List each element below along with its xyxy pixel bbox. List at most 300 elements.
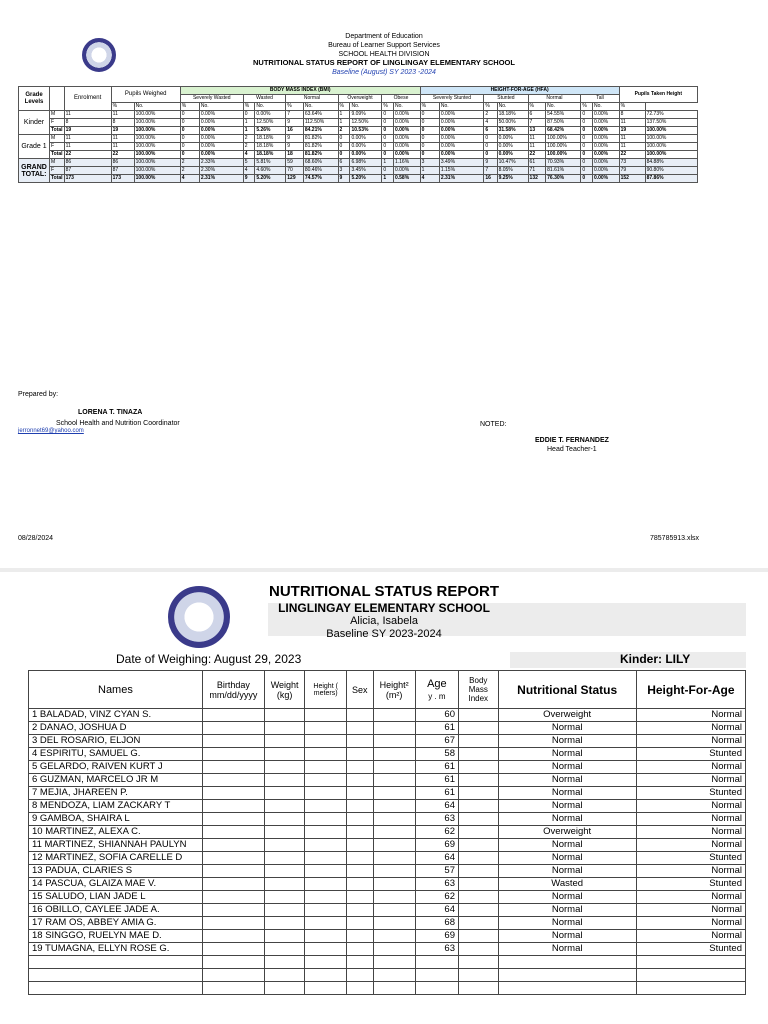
noter-name: EDDIE T. FERNANDEZ [535, 437, 609, 444]
sex-cell: M [50, 159, 65, 167]
cell: 173 [64, 175, 111, 183]
grand-total-row [19, 175, 698, 183]
cell: 0 [420, 135, 439, 143]
cell: 18.18% [497, 111, 528, 119]
empty-cell [373, 748, 415, 761]
cell: 1.16% [393, 159, 420, 167]
cell: 4 [420, 175, 439, 183]
cell: 11 [111, 111, 134, 119]
student-row [29, 800, 746, 813]
student-age: 63 [415, 878, 458, 891]
empty-cell [202, 839, 264, 852]
empty-cell [347, 930, 373, 943]
empty-cell [373, 904, 415, 917]
cell: 11 [64, 135, 111, 143]
cell: 9 [286, 135, 304, 143]
empty-cell [373, 839, 415, 852]
cell: 0 [180, 143, 199, 151]
cell: 3.45% [350, 167, 382, 175]
student-status: Normal [498, 722, 636, 735]
empty-cell [202, 943, 264, 956]
empty-cell [373, 878, 415, 891]
cell: 0.00% [592, 151, 619, 159]
cell: 4 [243, 151, 255, 159]
empty-cell [202, 735, 264, 748]
cell: 84.88% [645, 159, 697, 167]
noter-role: Head Teacher-1 [547, 446, 597, 453]
cell: 100.00% [134, 135, 180, 143]
cell: 0 [243, 111, 255, 119]
hdr-no: No. [497, 103, 528, 111]
table-row [19, 151, 698, 159]
cell: 73 [619, 159, 645, 167]
division-label: SCHOOL HEALTH DIVISION [338, 51, 430, 58]
student-row [29, 852, 746, 865]
student-age: 57 [415, 865, 458, 878]
table-row [19, 135, 698, 143]
empty-cell [458, 852, 498, 865]
col-status: Nutritional Status [498, 671, 636, 709]
empty-cell [264, 774, 304, 787]
sex-cell: F [50, 119, 65, 127]
empty-cell [264, 852, 304, 865]
student-status: Normal [498, 839, 636, 852]
empty-cell [347, 800, 373, 813]
empty-cell [202, 956, 264, 969]
cell: 9 [286, 143, 304, 151]
cell: 0 [420, 111, 439, 119]
empty-cell [347, 787, 373, 800]
cell: 0.00% [497, 143, 528, 151]
empty-cell [264, 865, 304, 878]
cell: 100.00% [134, 151, 180, 159]
cell: 1 [420, 167, 439, 175]
cell: 8 [64, 119, 111, 127]
cell: 100.00% [134, 119, 180, 127]
cell: 11 [528, 135, 546, 143]
cell: 132 [528, 175, 546, 183]
empty-cell [202, 969, 264, 982]
cell: 129 [286, 175, 304, 183]
student-status: Overweight [498, 826, 636, 839]
cell: 2.30% [199, 167, 243, 175]
hdr-no: No. [255, 103, 286, 111]
cell: 68.42% [546, 127, 581, 135]
cell: 0.00% [393, 135, 420, 143]
empty-cell [347, 852, 373, 865]
empty-cell [373, 800, 415, 813]
hdr-enrolment: Enrolment [64, 87, 111, 111]
cell: 0.00% [592, 167, 619, 175]
student-status: Normal [498, 787, 636, 800]
student-status: Normal [498, 904, 636, 917]
student-name: 12 MARTINEZ, SOFIA CARELLE D [29, 852, 203, 865]
cell: 0.00% [439, 135, 483, 143]
empty-cell [305, 748, 347, 761]
cell: 100.00% [134, 167, 180, 175]
cell: 70.93% [546, 159, 581, 167]
cell: 0 [420, 119, 439, 127]
cell: 11 [619, 143, 645, 151]
cell: 86 [64, 159, 111, 167]
cell: 5.20% [255, 175, 286, 183]
cell: 0.00% [393, 119, 420, 127]
student-age: 67 [415, 735, 458, 748]
student-row [29, 865, 746, 878]
cell: 22 [64, 151, 111, 159]
hdr-no: No. [393, 103, 420, 111]
cell: 81.82% [303, 151, 338, 159]
cell: 0 [382, 135, 394, 143]
grand-total-row [19, 159, 698, 167]
student-hfa: Normal [636, 904, 745, 917]
cell: 0 [484, 135, 497, 143]
empty-cell [305, 722, 347, 735]
cell: 8 [111, 119, 134, 127]
cell: 0.00% [199, 151, 243, 159]
col-height2: Height² (m²) [373, 671, 415, 709]
cell: 81.61% [546, 167, 581, 175]
cell: 0 [420, 143, 439, 151]
student-hfa: Stunted [636, 748, 745, 761]
cell: 9 [484, 159, 497, 167]
student-status: Normal [498, 865, 636, 878]
empty-row [29, 956, 746, 969]
cell: 0 [180, 111, 199, 119]
empty-cell [202, 709, 264, 722]
student-age: 60 [415, 709, 458, 722]
cell: 0 [382, 143, 394, 151]
grand-total-label: GRAND TOTAL: [19, 159, 50, 183]
student-status: Normal [498, 917, 636, 930]
cell: 87 [111, 167, 134, 175]
empty-cell [202, 891, 264, 904]
cell: 87 [64, 167, 111, 175]
sex-cell: M [50, 135, 65, 143]
hdr-cat: Tall [581, 95, 619, 103]
empty-cell [305, 852, 347, 865]
cell: 22 [528, 151, 546, 159]
student-status: Normal [498, 930, 636, 943]
cell: 0 [581, 119, 593, 127]
cell: 137.50% [645, 119, 697, 127]
student-name: 17 RAM OS, ABBEY AMIA G. [29, 917, 203, 930]
empty-cell [347, 813, 373, 826]
empty-cell [373, 982, 415, 995]
student-row [29, 904, 746, 917]
hdr-pct: % [619, 103, 645, 111]
cell: 87.86% [645, 175, 697, 183]
student-row [29, 709, 746, 722]
student-status: Normal [498, 748, 636, 761]
hdr-pct: % [286, 103, 304, 111]
student-hfa: Normal [636, 865, 745, 878]
cell: 1 [243, 127, 255, 135]
cell: 19 [111, 127, 134, 135]
cell: 100.00% [546, 151, 581, 159]
bureau-label: Bureau of Learner Support Services [328, 42, 440, 49]
student-hfa: Normal [636, 722, 745, 735]
empty-cell [347, 904, 373, 917]
table-row [19, 127, 698, 135]
student-row [29, 761, 746, 774]
cell: 0.00% [393, 167, 420, 175]
table-row [19, 119, 698, 127]
cell: 11 [111, 135, 134, 143]
cell: 5 [243, 159, 255, 167]
student-name: 9 GAMBOA, SHAIRA L [29, 813, 203, 826]
empty-cell [347, 982, 373, 995]
student-row [29, 826, 746, 839]
empty-cell [458, 943, 498, 956]
empty-cell [305, 865, 347, 878]
cell: 0.00% [592, 159, 619, 167]
cell: 2.31% [439, 175, 483, 183]
student-name: 19 TUMAGNA, ELLYN ROSE G. [29, 943, 203, 956]
cell: 10.47% [497, 159, 528, 167]
empty-cell [458, 917, 498, 930]
student-age: 61 [415, 787, 458, 800]
hdr-no: No. [303, 103, 338, 111]
cell: 80.46% [303, 167, 338, 175]
student-age: 63 [415, 943, 458, 956]
col-birthday: Birthday mm/dd/yyyy [202, 671, 264, 709]
student-hfa: Normal [636, 826, 745, 839]
empty-cell [264, 839, 304, 852]
cell: 0.00% [199, 119, 243, 127]
cell: 1 [382, 159, 394, 167]
empty-cell [347, 735, 373, 748]
hdr-cat: Normal [286, 95, 338, 103]
student-row [29, 943, 746, 956]
empty-cell [458, 761, 498, 774]
student-name: 5 GELARDO, RAIVEN KURT J [29, 761, 203, 774]
cell: 0 [581, 127, 593, 135]
hdr-pct: % [484, 103, 497, 111]
empty-cell [305, 813, 347, 826]
cell: 2 [180, 159, 199, 167]
student-hfa: Normal [636, 891, 745, 904]
cell: 2 [180, 167, 199, 175]
empty-cell [305, 878, 347, 891]
hdr-pct: % [581, 103, 593, 111]
cell: 0.00% [255, 111, 286, 119]
cell: 87.50% [546, 119, 581, 127]
cell: 11 [64, 143, 111, 151]
cell: 7 [286, 111, 304, 119]
empty-cell [373, 709, 415, 722]
empty-cell [202, 813, 264, 826]
empty-cell [202, 722, 264, 735]
cell: 1 [338, 119, 350, 127]
file-name: 785785913.xlsx [650, 535, 700, 542]
empty-cell [347, 943, 373, 956]
location: Alicia, Isabela [350, 615, 418, 627]
student-status: Normal [498, 852, 636, 865]
cell: 0.00% [439, 111, 483, 119]
empty-cell [373, 787, 415, 800]
cell: 86 [111, 159, 134, 167]
hdr-no: No. [439, 103, 483, 111]
cell: 8 [619, 111, 645, 119]
empty-cell [305, 761, 347, 774]
cell: 152 [619, 175, 645, 183]
student-hfa: Stunted [636, 787, 745, 800]
cell: 9.09% [350, 111, 382, 119]
empty-cell [347, 761, 373, 774]
preparer-role: School Health and Nutrition Coordinator [56, 420, 180, 427]
cell: 2.31% [199, 175, 243, 183]
empty-cell [636, 956, 745, 969]
cell: 0.00% [592, 127, 619, 135]
cell: 100.00% [134, 159, 180, 167]
summary-table [18, 86, 698, 183]
cell: 4 [180, 175, 199, 183]
cell: 13 [528, 127, 546, 135]
empty-cell [458, 800, 498, 813]
hdr-no: No. [592, 103, 619, 111]
cell: 173 [111, 175, 134, 183]
student-row [29, 878, 746, 891]
student-age: 64 [415, 800, 458, 813]
cell: 0 [382, 151, 394, 159]
student-name: 10 MARTINEZ, ALEXA C. [29, 826, 203, 839]
empty-cell [264, 787, 304, 800]
cell: 61 [528, 159, 546, 167]
sex-cell: F [50, 167, 65, 175]
cell: 0 [180, 119, 199, 127]
empty-cell [264, 917, 304, 930]
cell: 2 [243, 143, 255, 151]
student-hfa: Normal [636, 800, 745, 813]
baseline-2: Baseline SY 2023-2024 [326, 628, 442, 640]
print-date: 08/28/2024 [18, 535, 54, 542]
cell: 10.53% [350, 127, 382, 135]
empty-cell [415, 982, 458, 995]
date-of-weighing: Date of Weighing: August 29, 2023 [116, 652, 302, 666]
student-name: 2 DANAO, JOSHUA D [29, 722, 203, 735]
hdr-weighed: Pupils Weighed [111, 87, 180, 103]
student-name: 7 MEJIA, JHAREEN P. [29, 787, 203, 800]
cell: 8.05% [497, 167, 528, 175]
student-name: 13 PADUA, CLARIES S [29, 865, 203, 878]
student-status: Normal [498, 774, 636, 787]
cell: 22 [619, 151, 645, 159]
cell: 81.82% [303, 135, 338, 143]
empty-cell [636, 982, 745, 995]
hdr-pct: % [338, 103, 350, 111]
cell: 2 [484, 111, 497, 119]
cell: 100.00% [134, 127, 180, 135]
student-name: 8 MENDOZA, LIAM ZACKARY T [29, 800, 203, 813]
school-name: LINGLINGAY ELEMENTARY SCHOOL [278, 601, 490, 615]
empty-cell [305, 709, 347, 722]
cell: 6.98% [350, 159, 382, 167]
empty-cell [636, 969, 745, 982]
empty-cell [264, 735, 304, 748]
cell: 0.00% [497, 151, 528, 159]
cell: 0.00% [592, 135, 619, 143]
empty-cell [305, 800, 347, 813]
cell: 6 [484, 127, 497, 135]
empty-cell [458, 709, 498, 722]
sex-cell: M [50, 111, 65, 119]
empty-cell [264, 878, 304, 891]
student-hfa: Normal [636, 709, 745, 722]
empty-cell [202, 917, 264, 930]
cell: 0 [581, 143, 593, 151]
cell: 9 [338, 175, 350, 183]
empty-cell [458, 813, 498, 826]
empty-cell [305, 982, 347, 995]
student-age: 62 [415, 826, 458, 839]
empty-row [29, 982, 746, 995]
empty-cell [498, 982, 636, 995]
student-age: 61 [415, 761, 458, 774]
empty-cell [29, 969, 203, 982]
student-row [29, 930, 746, 943]
preparer-email[interactable]: jerronnet69@yahoo.com [18, 428, 84, 434]
cell: 12.50% [350, 119, 382, 127]
empty-cell [347, 865, 373, 878]
grade-label: Grade 1 [19, 135, 50, 159]
empty-cell [373, 930, 415, 943]
student-status: Overweight [498, 709, 636, 722]
student-hfa: Normal [636, 839, 745, 852]
student-hfa: Normal [636, 774, 745, 787]
cell: 0.00% [439, 151, 483, 159]
empty-cell [458, 839, 498, 852]
student-hfa: Normal [636, 930, 745, 943]
student-age: 61 [415, 774, 458, 787]
cell: 0.00% [199, 135, 243, 143]
empty-cell [202, 865, 264, 878]
student-age: 58 [415, 748, 458, 761]
cell: 100.00% [546, 135, 581, 143]
cell: 4 [243, 167, 255, 175]
cell: 100.00% [546, 143, 581, 151]
cell: 2.33% [199, 159, 243, 167]
student-row [29, 722, 746, 735]
col-names: Names [29, 671, 203, 709]
hdr-cat: Normal [528, 95, 581, 103]
cell: 0 [581, 151, 593, 159]
cell: 100.00% [645, 127, 697, 135]
cell: 0 [581, 167, 593, 175]
empty-cell [305, 969, 347, 982]
empty-cell [202, 761, 264, 774]
empty-cell [305, 891, 347, 904]
cell: 2 [243, 135, 255, 143]
cell: 11 [619, 135, 645, 143]
student-table [28, 670, 746, 995]
cell: 100.00% [645, 135, 697, 143]
empty-cell [347, 774, 373, 787]
hdr-no: No. [134, 103, 180, 111]
cell: 0.00% [592, 111, 619, 119]
cell: 59 [286, 159, 304, 167]
cell: 19 [619, 127, 645, 135]
cell: 0 [338, 135, 350, 143]
student-name: 15 SALUDO, LIAN JADE L [29, 891, 203, 904]
cell: 71 [528, 167, 546, 175]
student-name: 6 GUZMAN, MARCELO JR M [29, 774, 203, 787]
cell: 0 [382, 111, 394, 119]
empty-cell [305, 956, 347, 969]
student-status: Normal [498, 761, 636, 774]
hdr-cat: Obese [382, 95, 420, 103]
cell: 100.00% [134, 111, 180, 119]
